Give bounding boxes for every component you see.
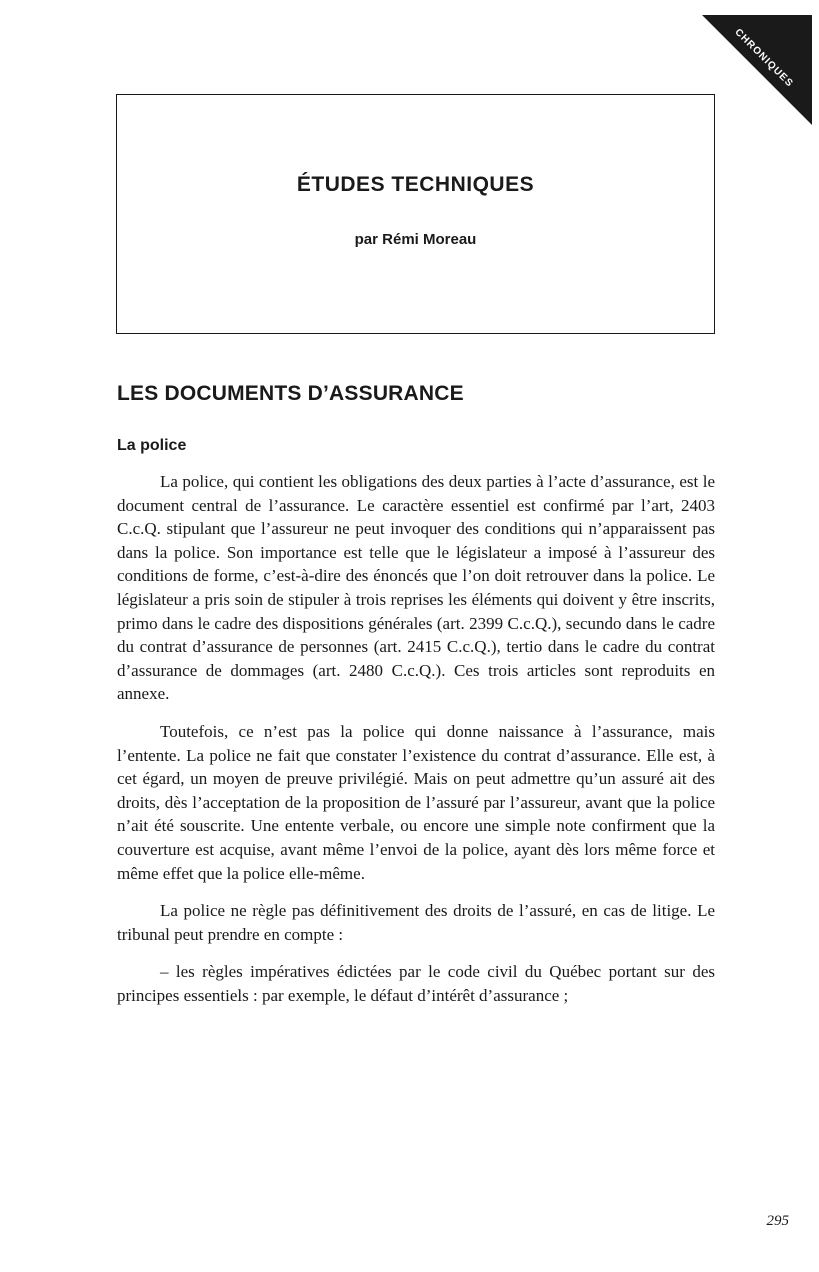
header-title: ÉTUDES TECHNIQUES — [296, 173, 535, 196]
page-number: 295 — [766, 1213, 789, 1229]
paragraph: La police, qui contient les obligations des deux parties à l’acte d’assurance, est le document central de l’assurance. Le caractère essentiel est confirmé par l’art, 2403 C.c.Q. stipulant que l’assureur ne peut invoquer des conditions qui n’apparaissent pas dans la police. Son importance est telle que le législateur a imposé à l’assureur des conditions de forme, c’est-à-dire des énoncés que l’on doit retrouver dans la police. Le législateur a pris soin de stipuler à trois reprises les éléments qui doivent y être inscrits, primo dans le cadre des dispositions générales (art. 2399 C.c.Q.), secundo dans le cadre du contrat d’assurance de personnes (art. 2415 C.c.Q.), tertio dans le cadre du contrat d’assurance de dommages (art. 2480 C.c.Q.). Ces trois articles sont reproduits en annexe. — [117, 472, 715, 704]
corner-tab-label: CHRONIQUES — [732, 26, 796, 90]
paragraph: Toutefois, ce n’est pas la police qui donne naissance à l’assurance, mais l’entente. La police ne fait que constater l’existence du contrat d’assurance. Elle est, à cet égard, un moyen de preuve privilégié. Mais on peut admettre qu’un assuré ait des droits, dès l’acceptation de la proposition de l’assuré par l’assureur, avant que la police n’ait été souscrite. Une entente verbale, ou encore une simple note confirment que la couverture est acquise, avant même l’envoi de la police, ayant dès lors même force et même effet que la police elle-même. — [117, 721, 715, 883]
header-box — [116, 94, 715, 334]
corner-triangle — [702, 15, 812, 125]
subsection-title: La police — [117, 437, 187, 454]
header-author: par Rémi Moreau — [354, 231, 477, 248]
body-text — [117, 470, 715, 1021]
paragraph: La police ne règle pas définitivement des droits de l’assuré, en cas de litige. Le tribunal peut prendre en compte : — [117, 901, 715, 944]
paragraph: – les règles impératives édictées par le code civil du Québec portant sur des principes essentiels : par exemple, le défaut d’intérêt d’assurance ; — [117, 962, 715, 1005]
chroniques-corner-tab — [702, 15, 812, 125]
corner-tab-graphic — [702, 15, 812, 125]
section-title: LES DOCUMENTS D’ASSURANCE — [117, 382, 464, 405]
